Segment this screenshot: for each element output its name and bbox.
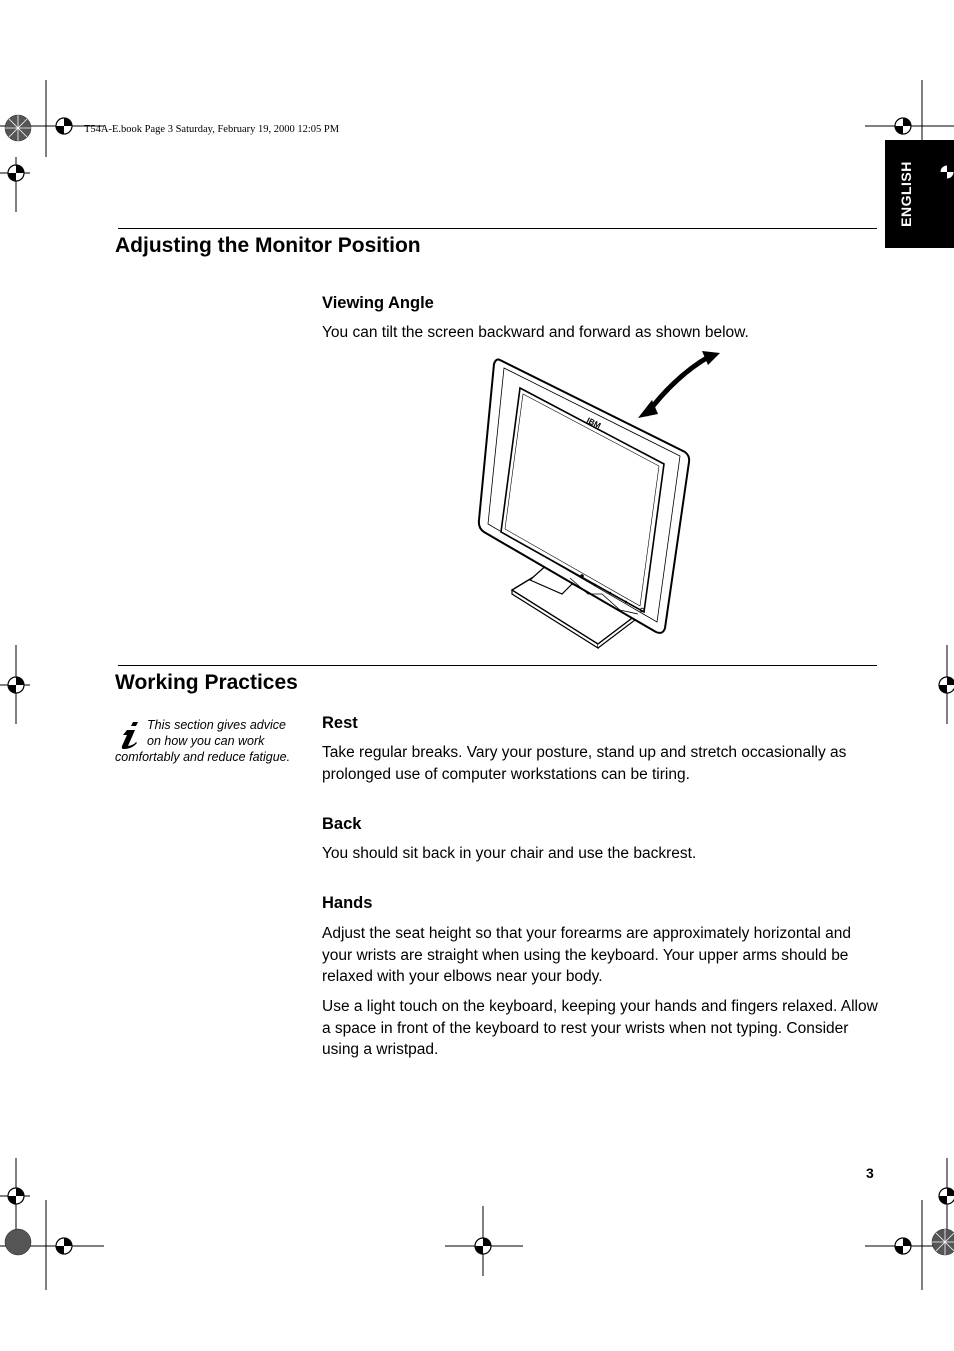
- section-divider: [118, 228, 877, 229]
- section-title-monitor-position: Adjusting the Monitor Position: [115, 234, 421, 257]
- heading-hands: Hands: [322, 894, 373, 912]
- margin-note: [115, 717, 295, 765]
- registration-mark-icon: [937, 162, 954, 182]
- page-number: 3: [866, 1165, 874, 1181]
- section-title-working-practices: Working Practices: [115, 671, 298, 694]
- file-info-header: T54A-E.book Page 3 Saturday, February 19, 2000 12:05 PM: [84, 124, 340, 135]
- heading-rest: Rest: [322, 714, 358, 732]
- monitor-tilt-illustration: [470, 348, 730, 648]
- section-divider: [118, 665, 877, 666]
- heading-viewing-angle: Viewing Angle: [322, 294, 434, 312]
- margin-note-text: This section gives advice on how you can work comfortably and reduce fatigue.: [115, 718, 291, 764]
- hands-text-2: Use a light touch on the keyboard, keeping your hands and fingers relaxed. Allow a space in front of the keyboard to rest your wrists when not typing. Consider using a wristpad.: [322, 998, 878, 1058]
- ibm-logo: IBM: [585, 415, 603, 431]
- info-icon: [115, 719, 145, 749]
- language-tab: [885, 140, 954, 248]
- viewing-angle-text: You can tilt the screen backward and forward as shown below.: [322, 324, 749, 341]
- rest-text: Take regular breaks. Vary your posture, stand up and stretch occasionally as prolonged use of computer workstations can be tiring.: [322, 744, 847, 783]
- back-text: You should sit back in your chair and use the backrest.: [322, 845, 697, 862]
- hands-text-1: Adjust the seat height so that your forearms are approximately horizontal and your wrists are straight when using the keyboard. Your upper arms should be relaxed with your elbows near your body.: [322, 925, 852, 985]
- heading-back: Back: [322, 815, 362, 833]
- language-tab-label: ENGLISH: [897, 161, 914, 227]
